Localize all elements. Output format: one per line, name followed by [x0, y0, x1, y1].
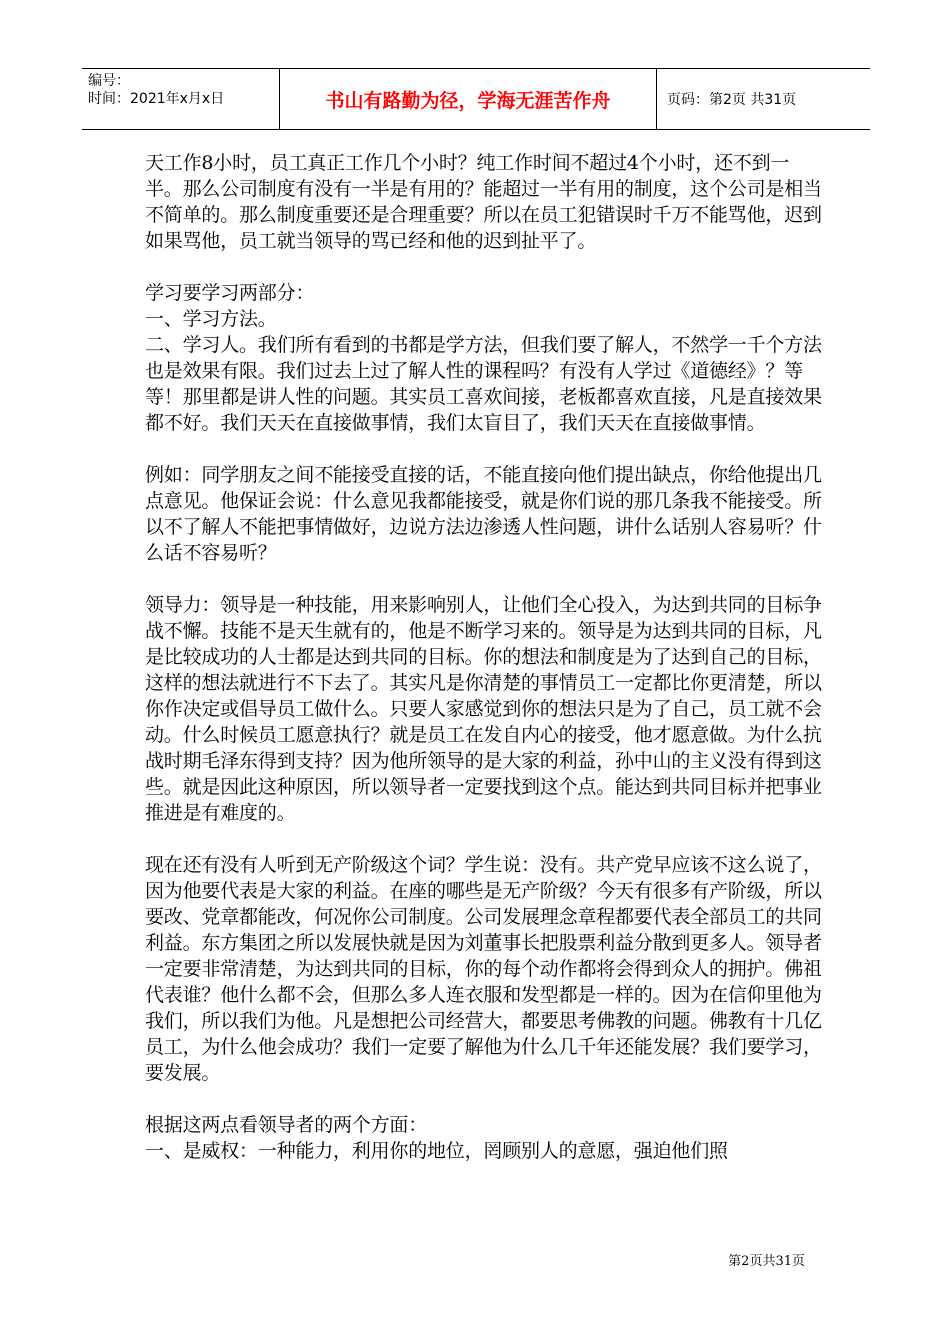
- page-header: [82, 68, 870, 130]
- document-body: [145, 150, 825, 1164]
- document-time-label: 时间：2021年x月x日: [88, 91, 225, 107]
- header-meta: [82, 69, 280, 129]
- header-motto: 书山有路勤为径，学海无涯苦作舟: [280, 69, 657, 129]
- paragraph-9: 一、是威权：一种能力，利用你的地位，罔顾别人的意愿，强迫他们照: [145, 1140, 728, 1162]
- paragraph-7: 现在还有没有人听到无产阶级这个词？学生说：没有。共产党早应该不这么说了，因为他要代表是大家的利益。在座的哪些是无产阶级？今天有很多有产阶级，所以要改、党章都能改，何况你公司制度。公司发展理念章程都要代表全部员工的共同利益。东方集团之所以发展快就是因为刘董事长把股票利益分散到更多人。领导者一定要非常清楚，为达到共同的目标，你的每个动作都将会得到众人的拥护。佛祖代表谁？他什么都不会，但那么多人连衣服和发型都是一样的。因为在信仰里他为我们，所以我们为他。凡是想把公司经营大，都要思考佛教的问题。佛教有十几亿员工，为什么他会成功？我们一定要了解他为什么几千年还能发展？我们要学习，要发展。: [145, 854, 822, 1084]
- header-page-info: 页码：第2页 共31页: [667, 92, 797, 108]
- paragraph-8: 根据这两点看领导者的两个方面：: [145, 1114, 428, 1136]
- document-number-label: 编号：: [88, 73, 130, 89]
- paragraph-4: 二、学习人。我们所有看到的书都是学方法，但我们要了解人，不然学一千个方法也是效果有限。我们过去上过了解人性的课程吗？有没有人学过《道德经》？等等！那里都是讲人性的问题。其实员工喜欢间接，老板都喜欢直接，凡是直接效果都不好。我们天天在直接做事情，我们太盲目了，我们天天在直接做事情。: [145, 334, 822, 434]
- paragraph-3: 一、学习方法。: [145, 308, 277, 330]
- paragraph-2: 学习要学习两部分：: [145, 282, 315, 304]
- page-footer: 第2页共31页: [728, 1254, 805, 1269]
- paragraph-1: 天工作8小时，员工真正工作几个小时？纯工作时间不超过4个小时，还不到一半。那么公司制度有没有一半是有用的？能超过一半有用的制度，这个公司是相当不简单的。那么制度重要还是合理重要？所以在员工犯错误时千万不能骂他，迟到如果骂他，员工就当领导的骂已经和他的迟到扯平了。: [145, 152, 822, 252]
- paragraph-5: 例如：同学朋友之间不能接受直接的话，不能直接向他们提出缺点，你给他提出几点意见。他保证会说：什么意见我都能接受，就是你们说的那几条我不能接受。所以不了解人不能把事情做好，边说方法边渗透人性问题，讲什么话别人容易听？什么话不容易听？: [145, 464, 822, 564]
- paragraph-6: 领导力：领导是一种技能，用来影响别人，让他们全心投入，为达到共同的目标争战不懈。技能不是天生就有的，他是不断学习来的。领导是为达到共同的目标，凡是比较成功的人士都是达到共同的目标。你的想法和制度是为了达到自己的目标，这样的想法就进行不下去了。其实凡是你清楚的事情员工一定都比你更清楚，所以你作决定或倡导员工做什么。只要人家感觉到你的想法只是为了自己，员工就不会动。什么时候员工愿意执行？就是员工在发自内心的接受，他才愿意做。为什么抗战时期毛泽东得到支持？因为他所领导的是大家的利益，孙中山的主义没有得到这些。就是因此这种原因，所以领导者一定要找到这个点。能达到共同目标并把事业推进是有难度的。: [145, 594, 822, 824]
